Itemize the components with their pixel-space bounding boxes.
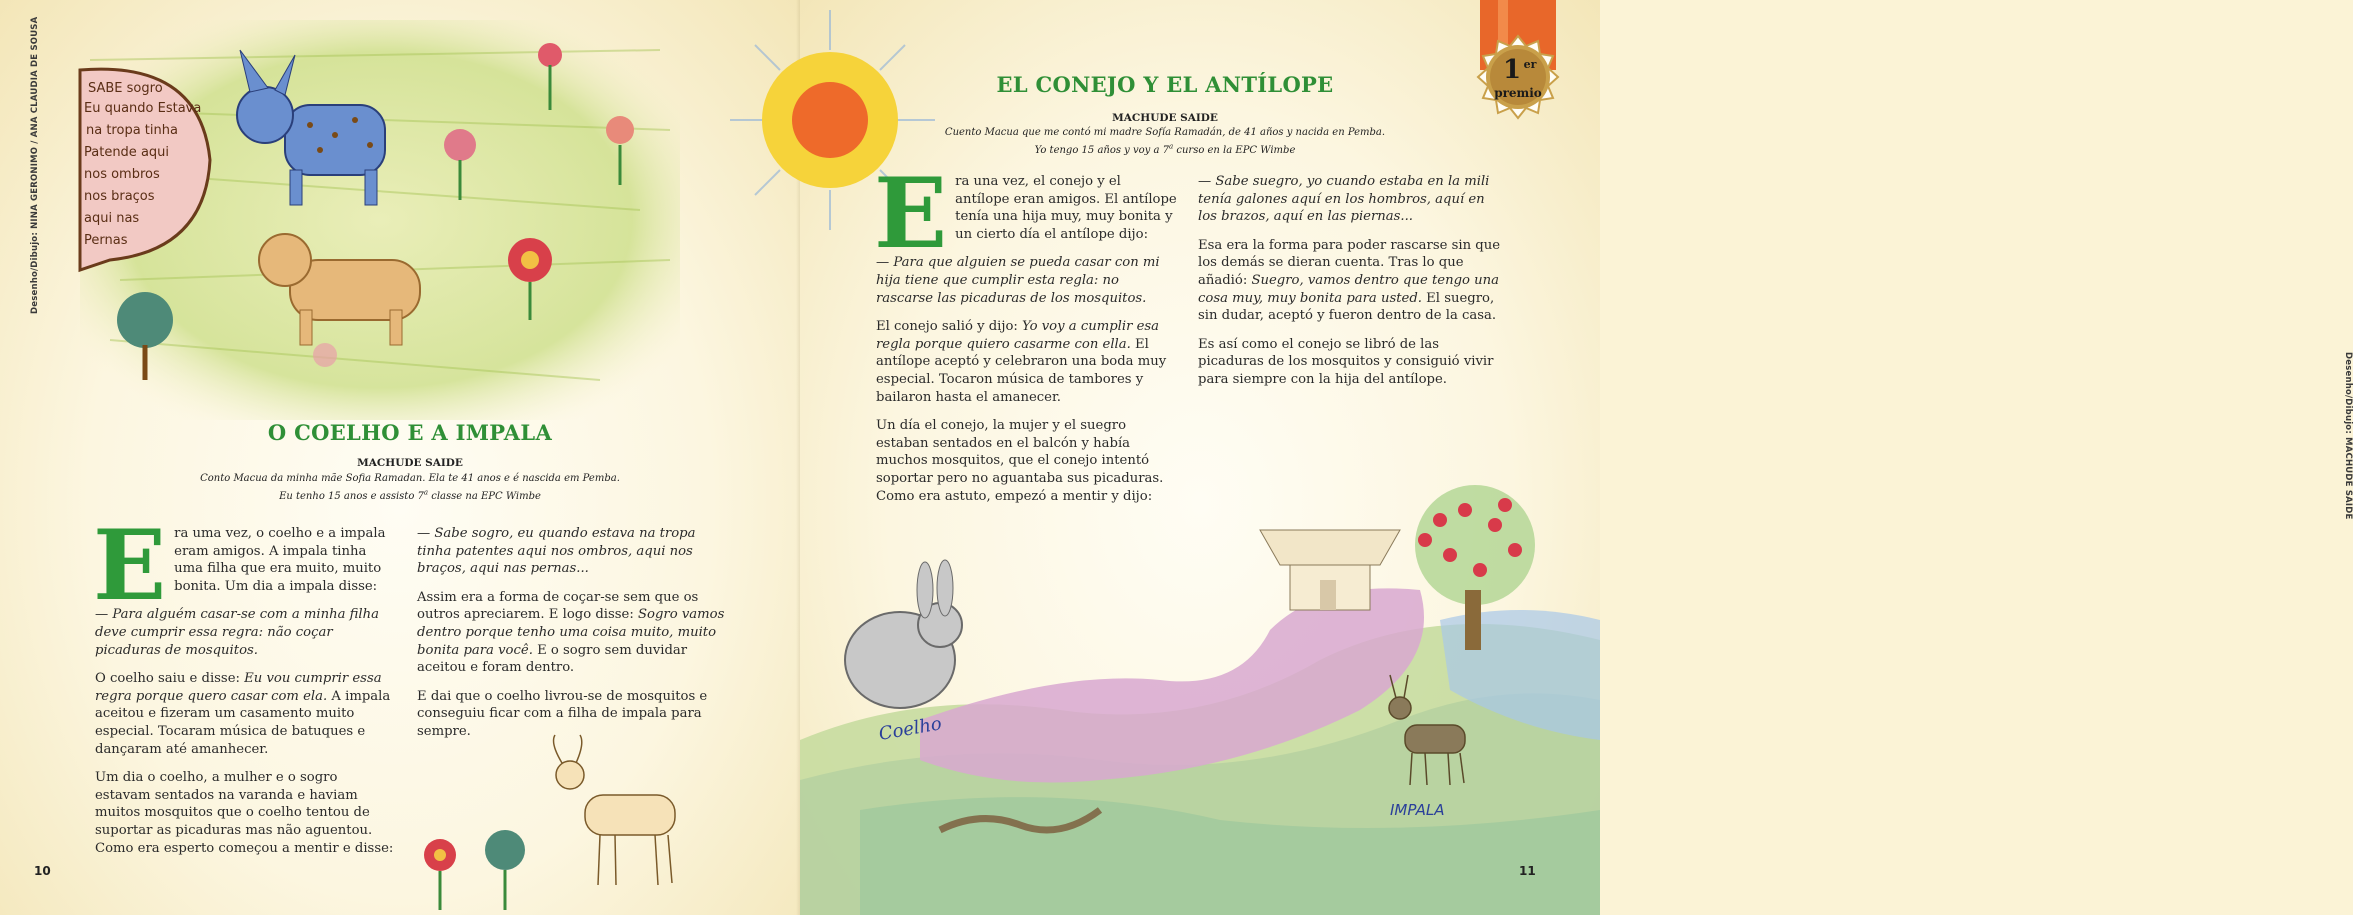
left-paragraph-7: E dai que o coelho livrou-se de mosquitos e conseguiu ficar com a filha de impala para sempre. <box>417 688 708 739</box>
left-subtitle-line2: Eu tenho 15 anos e assisto 7$^a$ classe na EPC Wimbe <box>279 489 541 503</box>
left-author: MACHUDE SAIDE <box>357 457 463 469</box>
right-paragraph-3: El conejo salió y dijo: Yo voy a cumplir esa regla porque quiero casarme con ella. El antílope aceptó y celebraron una boda muy especial. Tocaron música de tambores y bailaron hasta el amanecer. <box>876 319 1167 405</box>
right-subtitle-line2: Yo tengo 15 años y voy a 7$^a$ curso en la EPC Wimbe <box>1034 143 1296 157</box>
right-paragraph-5: — Sabe suegro, yo cuando estaba en la mili tenía galones aquí en los hombros, aquí en los brazos, aquí en las piernas... <box>1198 174 1490 225</box>
left-side-credit: Desenho/Dibujo: NINA GERONIMO / ANA CLAUDIA DE SOUSA <box>30 16 40 314</box>
left-paragraph-1: Era uma vez, o coelho e a impala eram amigos. A impala tinha uma filha que era muito, muito bonita. Um dia a impala disse: <box>93 509 386 622</box>
right-paragraph-2: — Para que alguien se pueda casar con mi hija tiene que cumplir esta regla: no rascarse las picaduras de los mosquitos. <box>876 255 1160 306</box>
left-story-title: O COELHO E A IMPALA <box>267 420 553 445</box>
left-dropcap: E <box>93 509 167 622</box>
top-drawing <box>80 20 680 420</box>
right-paragraph-6: Esa era la forma para poder rascarse sin que los demás se dieran cuenta. Tras lo que añadió: Suegro, vamos dentro que tengo una cosa muy, muy bonita para usted. El suegro, sin dudar, aceptó y fueron dentro de la casa. <box>1198 237 1501 324</box>
left-paragraph-5: — Sabe sogro, eu quando estava na tropa tinha patentes aqui nos ombros, aqui nos braços, aqui nas pernas... <box>417 526 696 577</box>
grey-rabbit-drawing <box>845 560 962 708</box>
landscape-drawing <box>800 480 1600 915</box>
right-subtitle <box>840 126 1490 158</box>
left-page-number: 10 <box>34 864 51 878</box>
left-subtitle <box>100 472 720 504</box>
left-paragraph-6: Assim era a forma de coçar-se sem que os outros apreciarem. E logo disse: Sogro vamos dentro porque tenho uma coisa muito, muito bonita para você. E o sogro sem duvidar aceitou e foram dentro. <box>417 589 725 676</box>
drawing-label-rabbit: Coelho <box>877 713 944 745</box>
left-column-1 <box>93 509 397 868</box>
drawing-bubble-text: SABE sogro Eu quando Estava na tropa tinha Patende aqui nos ombros nos braços aqui nas Pernas <box>84 81 202 248</box>
bottom-impala-drawing <box>410 735 710 915</box>
right-paragraph-4: Un día el conejo, la mujer y el suegro estaban sentados en el balcón y había muchos mosquitos, que el conejo intentó soportar pero no aguantaba sus picaduras. Como era astuto, empezó a mentir y dijo: <box>876 418 1164 504</box>
left-page <box>0 0 800 915</box>
left-paragraph-3: O coelho saiu e disse: Eu vou cumprir essa regra porque quero casar com ela. A impala aceitou e fizeram um casamento muito especial. Tocaram música de batuques e dançaram até amanhecer. <box>95 671 391 757</box>
right-paragraph-1: Era una vez, el conejo y el antílope eran amigos. El antílope tenía una hija muy, muy bonita y un cierto día el antílope dijo: <box>874 157 1177 270</box>
left-paragraph-2: — Para alguém casar-se com a minha filha deve cumprir essa regra: não coçar picaduras de mosquitos. <box>95 607 380 658</box>
badge-label: premio <box>1494 86 1542 100</box>
left-paragraph-4: Um dia o coelho, a mulher e o sogro estavam sentados na varanda e haviam muitos mosquitos que o coelho tentou de suportar as picaduras mas não aguentou. Como era esperto começou a mentir e disse: <box>95 770 394 856</box>
badge-rank-sup: er <box>1523 58 1537 71</box>
left-column-2 <box>417 525 725 752</box>
right-page-number: 11 <box>1519 864 1536 878</box>
right-author: MACHUDE SAIDE <box>1112 112 1218 124</box>
right-dropcap: E <box>874 157 948 270</box>
badge-rank: 1 <box>1502 55 1522 85</box>
right-column-1 <box>874 157 1178 516</box>
right-paragraph-7: Es así como el conejo se libró de las picaduras de los mosquitos y consiguió vivir para siempre con la hija del antílope. <box>1198 336 1494 387</box>
left-subtitle-line1: Conto Macua da minha mãe Sofia Ramadan. Ela te 41 anos e é nascida em Pemba. <box>200 473 620 484</box>
right-story-title: EL CONEJO Y EL ANTÍLOPE <box>996 72 1334 97</box>
drawing-label-impala: IMPALA <box>1390 801 1445 819</box>
right-side-credit: Desenho/Dibujo: MACHUDE SAIDE <box>2343 352 2353 520</box>
right-page <box>800 0 2353 915</box>
right-column-2 <box>1198 173 1504 400</box>
right-subtitle-line1: Cuento Macua que me contó mi madre Sofía Ramadán, de 41 años y nacida en Pemba. <box>944 127 1386 138</box>
